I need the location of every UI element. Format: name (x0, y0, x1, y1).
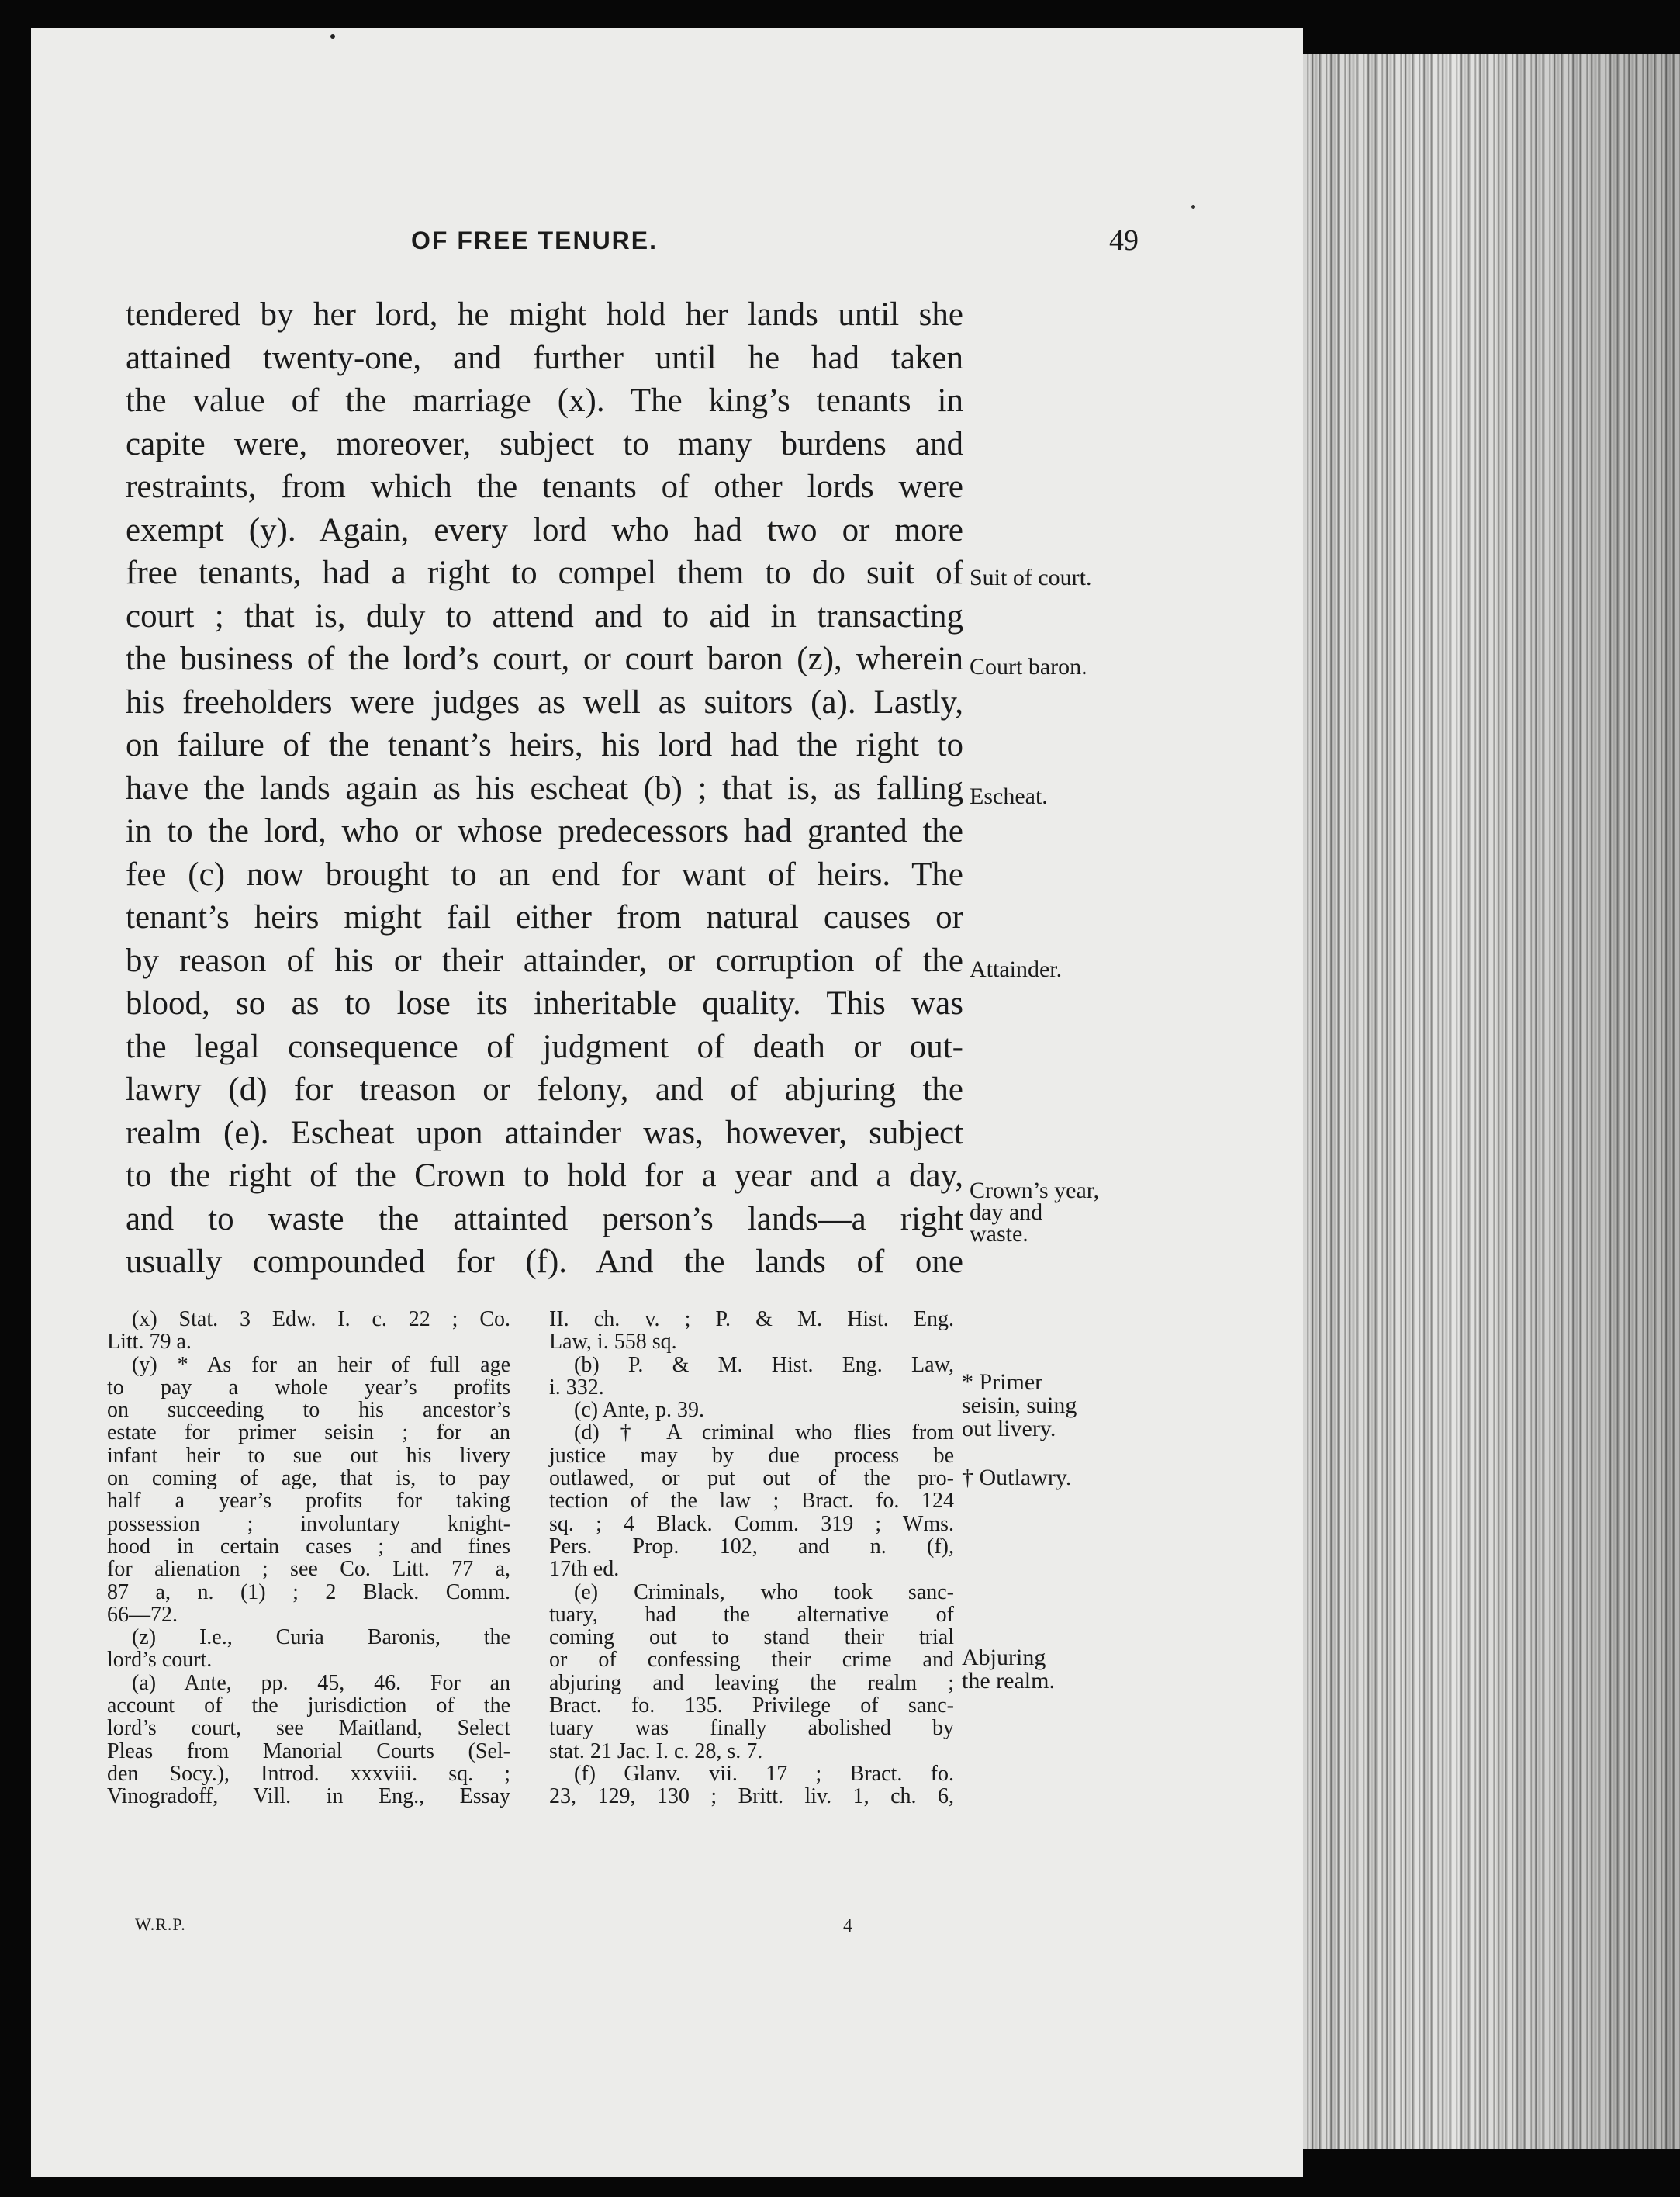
footnote-line: tection of the law ; Bract. fo. 124 (549, 1489, 954, 1514)
footnote-side-note: † Outlawry. (962, 1465, 1072, 1490)
body-line: and to waste the attainted person’s lands—a right (126, 1200, 963, 1237)
body-line: free tenants, had a right to compel them to do suit of (126, 555, 963, 591)
body-line: usually compounded for (f). And the lands of one (126, 1244, 963, 1280)
footnote-line: hood in certain cases ; and fines (107, 1534, 510, 1559)
footnotes-right-column (549, 1308, 954, 1808)
body-line: attained twenty-one, and further until he had taken (126, 339, 963, 376)
footnote-line: tuary was finally abolished by (549, 1716, 954, 1741)
body-line: the legal consequence of judgment of death or out- (126, 1028, 963, 1065)
footnote-line: sq. ; 4 Black. Comm. 319 ; Wms. (549, 1511, 954, 1536)
body-line: in to the lord, who or whose predecessors had granted the (126, 813, 963, 849)
footnote-line: on succeeding to his ancestor’s (107, 1398, 510, 1423)
footnote-line: (z) I.e., Curia Baronis, the (132, 1625, 510, 1650)
body-text (126, 293, 963, 1284)
footnote-line: (y) * As for an heir of full age (132, 1352, 510, 1377)
footnote-line: Bract. fo. 135. Privilege of sanc- (549, 1694, 954, 1718)
footnote-line: abjuring and leaving the realm ; (549, 1670, 954, 1695)
footnote-line: 87 a, n. (1) ; 2 Black. Comm. (107, 1579, 510, 1604)
footnote-line: half a year’s profits for taking (107, 1489, 510, 1514)
body-line: realm (e). Escheat upon attainder was, however, subject (126, 1114, 963, 1151)
footnote-line: 66—72. (107, 1602, 178, 1627)
footnote-line: outlawed, or put out of the pro- (549, 1466, 954, 1491)
footnote-side-note: out livery. (962, 1416, 1056, 1441)
page-number: 49 (1109, 224, 1139, 257)
footnote-line: (c) Ante, p. 39. (574, 1398, 704, 1423)
footnote-line: on coming of age, that is, to pay (107, 1466, 510, 1491)
footnote-line: tuary, had the alternative of (549, 1602, 954, 1627)
footnote-line: (a) Ante, pp. 45, 46. For an (132, 1670, 510, 1695)
body-line: to the right of the Crown to hold for a year and a day, (126, 1157, 963, 1194)
body-line: restraints, from which the tenants of other lords were (126, 469, 963, 505)
footnote-side-note: * Primer (962, 1369, 1043, 1395)
footnote-line: den Socy.), Introd. xxxviii. sq. ; (107, 1761, 510, 1786)
footnote-line: lord’s court, see Maitland, Select (107, 1716, 510, 1741)
footnote-line: II. ch. v. ; P. & M. Hist. Eng. (549, 1307, 954, 1331)
footnote-line: Pleas from Manorial Courts (Sel- (107, 1739, 510, 1763)
scan-speck (330, 34, 335, 39)
footnote-line: for alienation ; see Co. Litt. 77 a, (107, 1557, 510, 1582)
side-note: Court baron. (970, 654, 1087, 680)
scan-speck (1191, 205, 1195, 209)
footnote-side-note: the realm. (962, 1668, 1055, 1694)
body-line: have the lands again as his escheat (b) ; that is, as falling (126, 770, 963, 807)
body-line: tenant’s heirs might fail either from natural causes or (126, 899, 963, 936)
footnote-line: 23, 129, 130 ; Britt. liv. 1, ch. 6, (549, 1784, 954, 1809)
body-line: exempt (y). Again, every lord who had two or more (126, 511, 963, 548)
footnote-side-note: seisin, suing (962, 1393, 1077, 1418)
body-line: court ; that is, duly to attend and to aid in transacting (126, 597, 963, 635)
footnote-line: (x) Stat. 3 Edw. I. c. 22 ; Co. (132, 1307, 510, 1331)
body-line: capite were, moreover, subject to many burdens and (126, 425, 963, 462)
printer-signature: W.R.P. (135, 1915, 186, 1934)
side-note: Attainder. (970, 957, 1063, 982)
footnote-line: justice may by due process be (549, 1443, 954, 1468)
footnote-line: estate for primer seisin ; for an (107, 1420, 510, 1445)
body-line: the value of the marriage (x). The king’s tenants in (126, 382, 963, 419)
page-edges-shadow (1303, 54, 1680, 2149)
footnote-line: stat. 21 Jac. I. c. 28, s. 7. (549, 1739, 763, 1763)
footnote-line: (d) † A criminal who flies from (574, 1420, 954, 1445)
body-line: blood, so as to lose its inheritable quality. This was (126, 985, 963, 1022)
footnote-line: Law, i. 558 sq. (549, 1330, 677, 1355)
body-line: on failure of the tenant’s heirs, his lord had the right to (126, 727, 963, 763)
body-line: his freeholders were judges as well as suitors (a). Lastly, (126, 683, 963, 721)
body-line: by reason of his or their attainder, or corruption of the (126, 942, 963, 979)
side-note: waste. (970, 1221, 1028, 1247)
running-head: OF FREE TENURE. (411, 227, 659, 254)
footnote-line: or of confessing their crime and (549, 1648, 954, 1673)
side-note: Crown’s year, (970, 1178, 1100, 1203)
footnote-line: infant heir to sue out his livery (107, 1443, 510, 1468)
footnote-side-note: Abjuring (962, 1645, 1046, 1670)
footnote-line: 17th ed. (549, 1557, 620, 1582)
body-line: lawry (d) for treason or felony, and of abjuring the (126, 1071, 963, 1108)
body-line: the business of the lord’s court, or court baron (z), wherein (126, 641, 963, 677)
footnote-line: i. 332. (549, 1375, 604, 1400)
footnote-line: Litt. 79 a. (107, 1330, 192, 1355)
footnote-line: to pay a whole year’s profits (107, 1375, 510, 1400)
footnote-line: account of the jurisdiction of the (107, 1694, 510, 1718)
footnote-line: (b) P. & M. Hist. Eng. Law, (574, 1352, 954, 1377)
side-note: day and (970, 1199, 1043, 1225)
footnote-line: Vinogradoff, Vill. in Eng., Essay (107, 1784, 510, 1809)
footnotes-left-column (107, 1308, 510, 1808)
footnote-line: coming out to stand their trial (549, 1625, 954, 1650)
side-note: Escheat. (970, 784, 1048, 809)
footnote-line: (e) Criminals, who took sanc- (574, 1579, 954, 1604)
footnote-line: possession ; involuntary knight- (107, 1511, 510, 1536)
footnote-line: Pers. Prop. 102, and n. (f), (549, 1534, 954, 1559)
body-line: fee (c) now brought to an end for want of heirs. The (126, 856, 963, 893)
body-line: tendered by her lord, he might hold her lands until she (126, 296, 963, 333)
footnote-line: (f) Glanv. vii. 17 ; Bract. fo. (574, 1761, 954, 1786)
sheet-number: 4 (843, 1916, 852, 1936)
footnote-line: lord’s court. (107, 1648, 213, 1673)
side-note: Suit of court. (970, 565, 1092, 590)
